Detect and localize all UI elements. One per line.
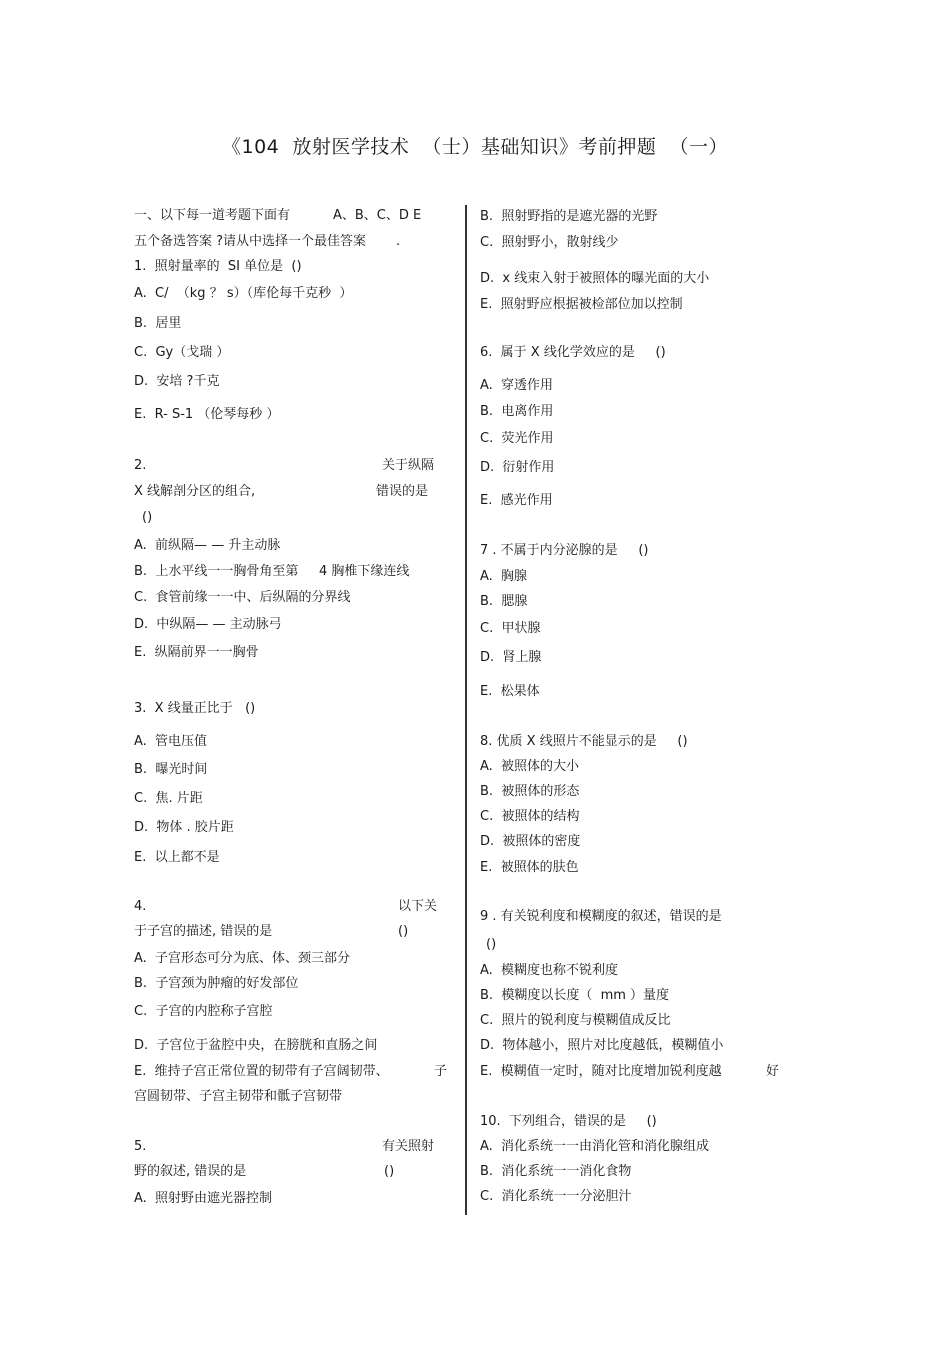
left-text-line: 4. <box>134 899 147 914</box>
right-text-line: B. 电离作用 <box>480 404 554 419</box>
left-text-line: 有关照射 <box>382 1139 435 1154</box>
right-text-line: D. 衍射作用 <box>480 460 555 475</box>
left-text-line: 一、以下每一道考题下面有 <box>134 208 291 223</box>
left-text-line: B. 居里 <box>134 316 182 331</box>
left-text-line: C. 食管前缘一一中、后纵隔的分界线 <box>134 590 351 605</box>
left-text-line: 错误的是 <box>376 484 429 499</box>
right-text-line: 7 . 不属于内分泌腺的是 () <box>480 543 649 558</box>
right-text-line: C. 荧光作用 <box>480 431 554 446</box>
left-text-line: 子 <box>434 1064 448 1079</box>
right-text-line: A. 被照体的大小 <box>480 759 580 774</box>
right-text-line: D. 肾上腺 <box>480 650 542 665</box>
left-text-line: () <box>142 510 153 525</box>
right-text-line: C. 照片的锐利度与模糊值成反比 <box>480 1013 671 1028</box>
right-text-line: C. 照射野小，散射线少 <box>480 235 619 250</box>
right-text-line: A. 模糊度也称不锐利度 <box>480 963 619 978</box>
left-text-line: 1. 照射量率的 SI 单位是 () <box>134 259 302 274</box>
left-text-line: D. 安培 ?千克 <box>134 374 220 389</box>
left-text-line: B. 曝光时间 <box>134 762 208 777</box>
right-text-line: B. 被照体的形态 <box>480 784 580 799</box>
right-text-line: E. 模糊值一定时，随对比度增加锐利度越 <box>480 1064 722 1079</box>
right-text-line: () <box>486 937 497 952</box>
right-text-line: C. 甲状腺 <box>480 621 541 636</box>
right-text-line: 10. 下列组合，错误的是 () <box>480 1114 657 1129</box>
right-text-line: 6. 属于 X 线化学效应的是 () <box>480 345 666 360</box>
right-text-line: B. 模糊度以长度（ mm ）量度 <box>480 988 670 1003</box>
right-text-line: 9 . 有关锐利度和模糊度的叙述，错误的是 <box>480 909 722 924</box>
right-text-line: E. 感光作用 <box>480 493 553 508</box>
right-text-line: A. 胸腺 <box>480 569 528 584</box>
left-text-line: 五个备选答案 ?请从中选择一个最佳答案 <box>134 234 367 249</box>
right-text-line: E. 照射野应根据被检部位加以控制 <box>480 297 683 312</box>
right-text-line: 好 <box>766 1064 780 1079</box>
right-text-line: E. 被照体的肤色 <box>480 860 579 875</box>
left-text-line: A. 子宫形态可分为底、体、颈三部分 <box>134 951 351 966</box>
right-text-line: A. 穿透作用 <box>480 378 554 393</box>
left-text-line: D. 中纵隔— — 主动脉弓 <box>134 617 282 632</box>
left-text-line: 5. <box>134 1139 147 1154</box>
right-text-line: D. x 线束入射于被照体的曝光面的大小 <box>480 271 710 286</box>
left-text-line: () <box>384 1164 395 1179</box>
left-text-line: E. 以上都不是 <box>134 850 220 865</box>
left-text-line: D. 子宫位于盆腔中央，在膀胱和直肠之间 <box>134 1038 378 1053</box>
left-text-line: 于子宫的描述, 错误的是 <box>134 924 273 939</box>
left-text-line: A、B、C、D E <box>333 208 422 223</box>
right-text-line: C. 消化系统一一分泌胆汁 <box>480 1189 632 1204</box>
left-text-line: () <box>398 924 409 939</box>
left-text-line: 宫圆韧带、子宫主韧带和骶子宫韧带 <box>134 1089 343 1104</box>
right-text-line: E. 松果体 <box>480 684 540 699</box>
left-text-line: . <box>396 234 401 249</box>
left-text-line: C. 焦. 片距 <box>134 791 203 806</box>
left-text-line: D. 物体 . 胶片距 <box>134 820 234 835</box>
right-text-line: B. 腮腺 <box>480 594 528 609</box>
left-text-line: X 线解剖分区的组合, <box>134 484 256 499</box>
left-text-line: B. 上水平线一一胸骨角至第 4 胸椎下缘连线 <box>134 564 410 579</box>
left-text-line: A. 前纵隔— — 升主动脉 <box>134 538 281 553</box>
left-text-line: B. 子宫颈为肿瘤的好发部位 <box>134 976 299 991</box>
page-title: 《104 放射医学技术 （士）基础知识》考前押题 （一） <box>221 136 728 158</box>
left-text-line: C. 子宫的内腔称子宫腔 <box>134 1004 273 1019</box>
left-text-line: E. 维持子宫正常位置的韧带有子宫阔韧带、 <box>134 1064 389 1079</box>
right-text-line: B. 消化系统一一消化食物 <box>480 1164 632 1179</box>
left-text-line: 3. X 线量正比于 () <box>134 701 256 716</box>
left-text-line: 2. <box>134 458 147 473</box>
left-text-line: 关于纵隔 <box>382 458 435 473</box>
column-divider <box>465 205 467 1215</box>
left-text-line: E. 纵隔前界一一胸骨 <box>134 645 259 660</box>
right-text-line: C. 被照体的结构 <box>480 809 580 824</box>
right-text-line: D. 被照体的密度 <box>480 834 581 849</box>
left-text-line: E. R- S-1 （伦琴每秒 ） <box>134 407 280 422</box>
right-text-line: A. 消化系统一一由消化管和消化腺组成 <box>480 1139 710 1154</box>
left-text-line: 野的叙述, 错误的是 <box>134 1164 247 1179</box>
left-text-line: C. Gy（戈瑞 ） <box>134 345 230 360</box>
left-text-line: A. 照射野由遮光器控制 <box>134 1191 273 1206</box>
right-text-line: B. 照射野指的是遮光器的光野 <box>480 209 658 224</box>
left-text-line: A. 管电压值 <box>134 734 208 749</box>
left-text-line: A. C/ （kg ？ s）（库伦每千克秒 ） <box>134 286 353 301</box>
right-text-line: 8. 优质 X 线照片不能显示的是 () <box>480 734 688 749</box>
left-text-line: 以下关 <box>398 899 438 914</box>
right-text-line: D. 物体越小，照片对比度越低，模糊值小 <box>480 1038 724 1053</box>
